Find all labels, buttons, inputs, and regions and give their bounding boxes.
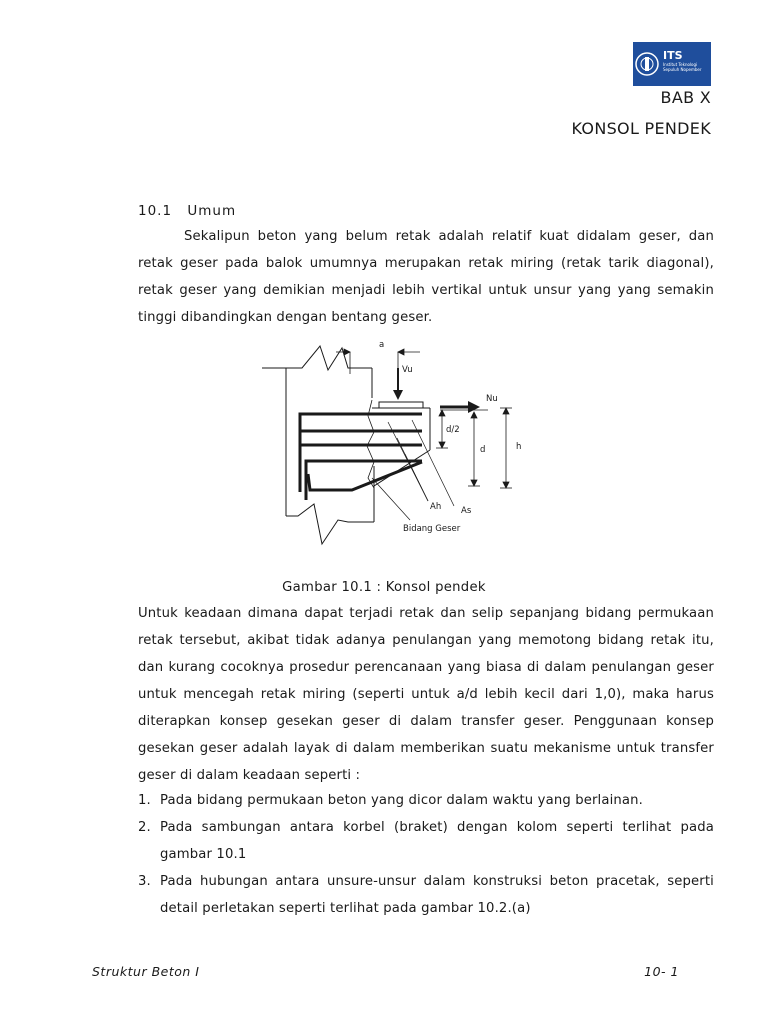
paragraph-line: retak geser yang demikian menjadi lebih vertikal untuk unsur yang yang semakin — [138, 283, 714, 298]
logo-subtext: Institut Teknologi Sepuluh Nopember — [663, 62, 702, 72]
paragraph-line: geser di dalam keadaan seperti : — [138, 768, 361, 783]
label-h: h — [516, 442, 522, 452]
list-marker: 3. — [138, 874, 151, 889]
section-heading — [138, 203, 236, 219]
dimension-d — [468, 412, 480, 486]
bearing-plate — [379, 402, 423, 408]
list-item-line: gambar 10.1 — [160, 847, 247, 862]
paragraph-line: Untuk keadaan dimana dapat terjadi retak dan selip sepanjang bidang permukaan — [138, 606, 714, 621]
figure-caption: Gambar 10.1 : Konsol pendek — [282, 580, 486, 595]
its-logo — [633, 42, 711, 86]
paragraph-line: tinggi dibandingkan dengan bentang geser. — [138, 310, 433, 325]
paragraph-line: dan kurang cocoknya prosedur perencanaan yang biasa di dalam penulangan geser — [138, 660, 714, 675]
label-nu: Nu — [486, 394, 498, 404]
chapter-title: KONSOL PENDEK — [571, 119, 711, 138]
paragraph-body — [138, 600, 714, 789]
dimension-h — [500, 408, 512, 488]
label-d: d — [480, 445, 486, 455]
logo-text: ITS — [663, 49, 683, 62]
numbered-list — [138, 787, 714, 922]
label-bidang-geser: Bidang Geser — [403, 524, 461, 534]
section-title: Umum — [187, 203, 237, 219]
paragraph-line: diterapkan konsep gesekan geser di dalam transfer geser. Penggunaan konsep — [138, 714, 714, 729]
list-item-line: Pada sambungan antara korbel (braket) dengan kolom seperti terlihat pada — [160, 820, 714, 835]
section-number: 10.1 — [138, 203, 173, 219]
paragraph-line: gesekan geser adalah layak di dalam memberikan suatu mekanisme untuk transfer — [138, 741, 714, 756]
list-marker: 1. — [138, 793, 151, 808]
label-as: As — [461, 506, 472, 516]
label-a: a — [379, 340, 385, 350]
list-item-line: Pada bidang permukaan beton yang dicor dalam waktu yang berlainan. — [160, 793, 644, 808]
label-ah: Ah — [430, 502, 442, 512]
chapter-number: BAB X — [660, 88, 711, 107]
label-vu: Vu — [402, 365, 413, 375]
reinforcement-bars — [300, 414, 422, 500]
list-item-line: detail perletakan seperti terlihat pada gambar 10.2.(a) — [160, 901, 531, 916]
paragraph-line: retak tersebut, akibat tidak adanya penulangan yang memotong bidang retak itu, — [138, 633, 714, 648]
paragraph-intro — [138, 223, 714, 331]
footer-page-number: 10- 1 — [644, 964, 679, 979]
nu-arrow — [440, 401, 488, 413]
list-item-line: Pada hubungan antara unsure-unsur dalam konstruksi beton pracetak, seperti — [160, 874, 714, 889]
list-item — [138, 787, 714, 814]
corbel-diagram — [262, 338, 522, 582]
paragraph-line: untuk mencegah retak miring (seperti untuk a/d lebih kecil dari 1,0), maka harus — [138, 687, 714, 702]
label-d2: d/2 — [446, 425, 460, 435]
list-item — [138, 868, 714, 922]
list-item — [138, 814, 714, 868]
paragraph-line: Sekalipun beton yang belum retak adalah relatif kuat didalam geser, dan — [184, 229, 714, 244]
footer-course-title: Struktur Beton I — [92, 964, 200, 979]
paragraph-line: retak geser pada balok umumnya merupakan retak miring (retak tarik diagonal), — [138, 256, 714, 271]
list-marker: 2. — [138, 820, 151, 835]
